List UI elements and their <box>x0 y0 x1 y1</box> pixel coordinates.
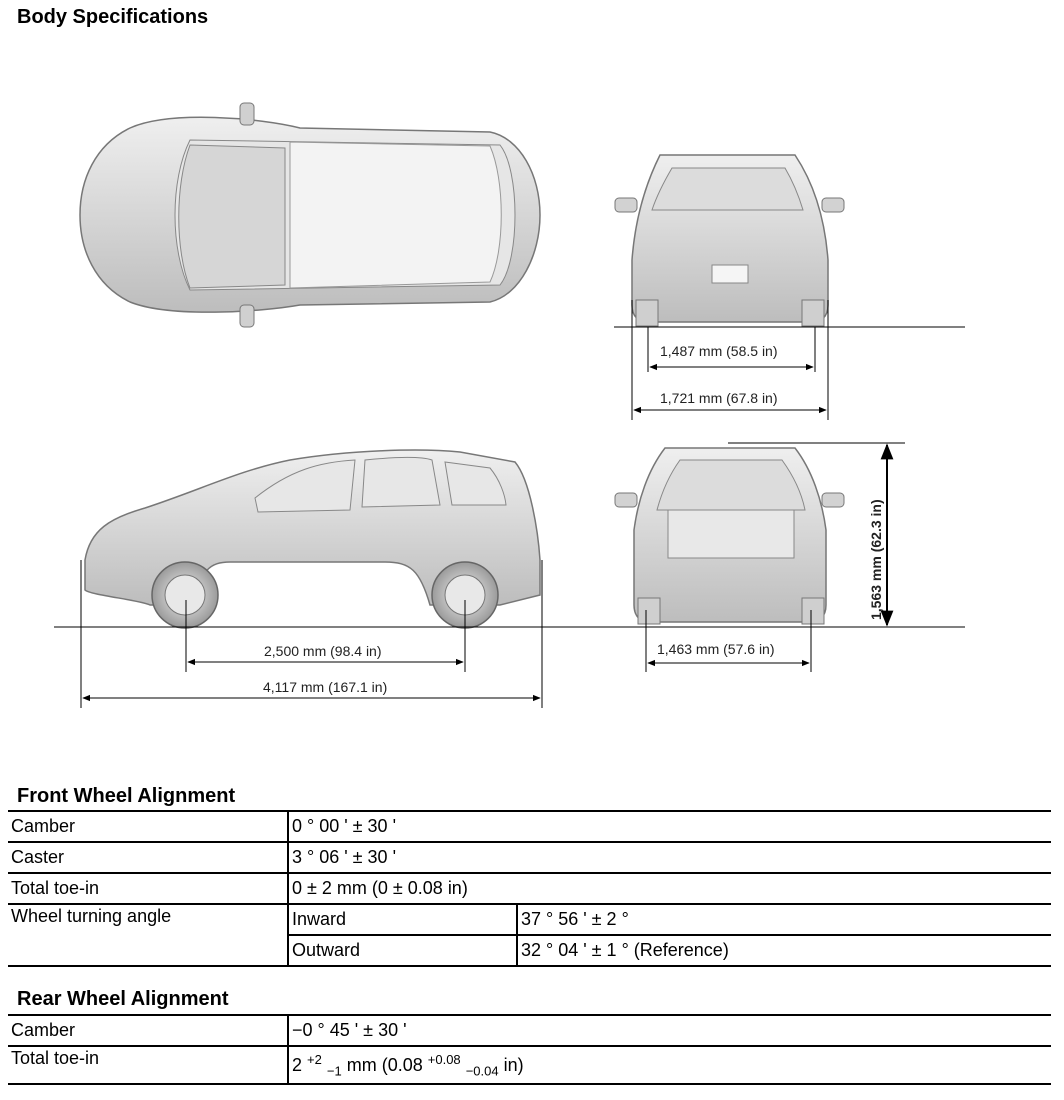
toe-in-minus: −0.04 <box>465 1063 499 1079</box>
dim-overall-height: 1,563 mm (62.3 in) <box>868 499 884 620</box>
row-label: Total toe-in <box>11 878 100 898</box>
dim-overall-width: 1,721 mm (67.8 in) <box>660 390 778 406</box>
dim-wheelbase: 2,500 mm (98.4 in) <box>264 643 382 659</box>
row-value <box>288 1046 1051 1084</box>
car-side-view <box>85 450 540 628</box>
row-label: Caster <box>11 847 65 867</box>
rear-alignment-title: Rear Wheel Alignment <box>17 988 229 1010</box>
dim-front-track: 1,487 mm (58.5 in) <box>660 343 778 359</box>
toe-in-unit: in) <box>503 1054 524 1075</box>
toe-mm-unit: mm (0.08 <box>346 1054 423 1075</box>
row-label: Camber <box>11 816 76 836</box>
row-sublabel: Inward <box>288 904 517 935</box>
front-alignment-table <box>8 810 1051 967</box>
toe-mm-base: 2 <box>292 1054 303 1075</box>
row-label: Camber <box>11 1020 76 1040</box>
car-rear-view <box>615 448 844 624</box>
car-front-view <box>615 155 844 326</box>
dim-overall-length: 4,117 mm (167.1 in) <box>263 679 388 695</box>
toe-mm-minus: −1 <box>326 1063 342 1079</box>
front-alignment-title: Front Wheel Alignment <box>17 785 236 807</box>
row-value: 0 ° 00 ' ± 30 ' <box>288 811 1051 842</box>
page-title: Body Specifications <box>17 6 209 28</box>
row-label: Total toe-in <box>11 1048 100 1068</box>
table-row <box>8 1046 1051 1084</box>
car-top-view <box>80 103 540 327</box>
table-row <box>8 1015 1051 1046</box>
table-row <box>8 873 1051 904</box>
table-row <box>8 842 1051 873</box>
row-value: −0 ° 45 ' ± 30 ' <box>288 1015 1051 1046</box>
row-value: 37 ° 56 ' ± 2 ° <box>517 904 1051 935</box>
toe-in-plus: +0.08 <box>427 1051 461 1067</box>
rear-alignment-table <box>8 1014 1051 1085</box>
toe-mm-plus: +2 <box>307 1051 322 1067</box>
row-value: 32 ° 04 ' ± 1 ° (Reference) <box>517 935 1051 966</box>
row-value: 0 ± 2 mm (0 ± 0.08 in) <box>288 873 1051 904</box>
table-row <box>8 811 1051 842</box>
table-row <box>8 904 1051 935</box>
row-value: 3 ° 06 ' ± 30 ' <box>288 842 1051 873</box>
row-sublabel: Outward <box>288 935 517 966</box>
dim-rear-track: 1,463 mm (57.6 in) <box>657 641 775 657</box>
row-label: Wheel turning angle <box>11 906 172 926</box>
